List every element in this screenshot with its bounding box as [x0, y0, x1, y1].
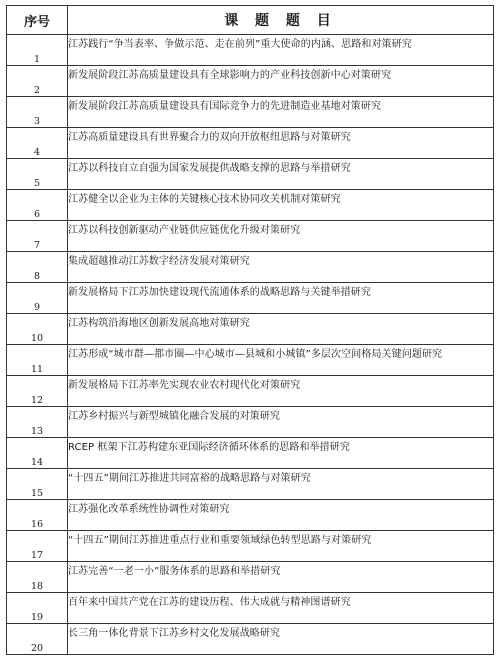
table-row	[7, 593, 494, 624]
table-row	[7, 283, 494, 314]
row-serial-number: 14	[7, 438, 68, 469]
row-serial-number: 3	[7, 97, 68, 128]
serial-number-header: 序号	[7, 6, 68, 35]
row-topic-title: 江苏强化改革系统性协调性对策研究	[68, 500, 494, 531]
row-serial-number: 4	[7, 128, 68, 159]
row-topic-title: 新发展阶段江苏高质量建设具有国际竞争力的先进制造业基地对策研究	[68, 97, 494, 128]
table-row	[7, 97, 494, 128]
table-row	[7, 128, 494, 159]
table-body	[7, 35, 494, 655]
row-serial-number: 1	[7, 35, 68, 66]
table-row	[7, 500, 494, 531]
row-topic-title: 新发展格局下江苏率先实现农业农村现代化对策研究	[68, 376, 494, 407]
row-serial-number: 5	[7, 159, 68, 190]
row-topic-title: 江苏构筑沿海地区创新发展高地对策研究	[68, 314, 494, 345]
row-topic-title: 江苏完善“一老一小”服务体系的思路和举措研究	[68, 562, 494, 593]
table-row	[7, 562, 494, 593]
table-row	[7, 35, 494, 66]
row-topic-title: 江苏高质量建设具有世界聚合力的双向开放枢纽思路与对策研究	[68, 128, 494, 159]
row-topic-title: 江苏健全以企业为主体的关键核心技术协同攻关机制对策研究	[68, 190, 494, 221]
table-row	[7, 376, 494, 407]
row-serial-number: 8	[7, 252, 68, 283]
row-topic-title: “十四五”期间江苏推进共同富裕的战略思路与对策研究	[68, 469, 494, 500]
research-topics-table	[6, 5, 494, 655]
row-serial-number: 11	[7, 345, 68, 376]
table-row	[7, 438, 494, 469]
row-serial-number: 2	[7, 66, 68, 97]
row-serial-number: 19	[7, 593, 68, 624]
table-row	[7, 159, 494, 190]
table-row	[7, 624, 494, 655]
row-topic-title: 江苏以科技创新驱动产业链供应链优化升级对策研究	[68, 221, 494, 252]
table-row	[7, 531, 494, 562]
row-serial-number: 13	[7, 407, 68, 438]
table-row	[7, 345, 494, 376]
row-serial-number: 17	[7, 531, 68, 562]
topic-title-header: 课 题 题 目	[68, 6, 494, 35]
row-topic-title: 百年来中国共产党在江苏的建设历程、伟大成就与精神图谱研究	[68, 593, 494, 624]
row-topic-title: 新发展阶段江苏高质量建设具有全球影响力的产业科技创新中心对策研究	[68, 66, 494, 97]
row-serial-number: 7	[7, 221, 68, 252]
table-header-row	[7, 6, 494, 35]
table-row	[7, 190, 494, 221]
row-topic-title: 江苏以科技自立自强为国家发展提供战略支撑的思路与举措研究	[68, 159, 494, 190]
row-serial-number: 20	[7, 624, 68, 655]
table-row	[7, 314, 494, 345]
row-topic-title: RCEP 框架下江苏构建东亚国际经济循环体系的思路和举措研究	[68, 438, 494, 469]
row-serial-number: 6	[7, 190, 68, 221]
row-serial-number: 15	[7, 469, 68, 500]
table-row	[7, 66, 494, 97]
document-page	[6, 5, 494, 655]
table-row	[7, 407, 494, 438]
table-row	[7, 469, 494, 500]
row-topic-title: 江苏践行“争当表率、争做示范、走在前列”重大使命的内涵、思路和对策研究	[68, 35, 494, 66]
table-row	[7, 252, 494, 283]
row-topic-title: “十四五”期间江苏推进重点行业和重要领域绿色转型思路与对策研究	[68, 531, 494, 562]
row-topic-title: 江苏形成“城市群—都市圈—中心城市—县城和小城镇”多层次空间格局关键问题研究	[68, 345, 494, 376]
row-serial-number: 18	[7, 562, 68, 593]
row-serial-number: 9	[7, 283, 68, 314]
table-row	[7, 221, 494, 252]
row-topic-title: 新发展格局下江苏加快建设现代流通体系的战略思路与关键举措研究	[68, 283, 494, 314]
row-topic-title: 长三角一体化背景下江苏乡村文化发展战略研究	[68, 624, 494, 655]
row-serial-number: 16	[7, 500, 68, 531]
row-topic-title: 集成超越推动江苏数字经济发展对策研究	[68, 252, 494, 283]
row-serial-number: 10	[7, 314, 68, 345]
row-serial-number: 12	[7, 376, 68, 407]
row-topic-title: 江苏乡村振兴与新型城镇化融合发展的对策研究	[68, 407, 494, 438]
